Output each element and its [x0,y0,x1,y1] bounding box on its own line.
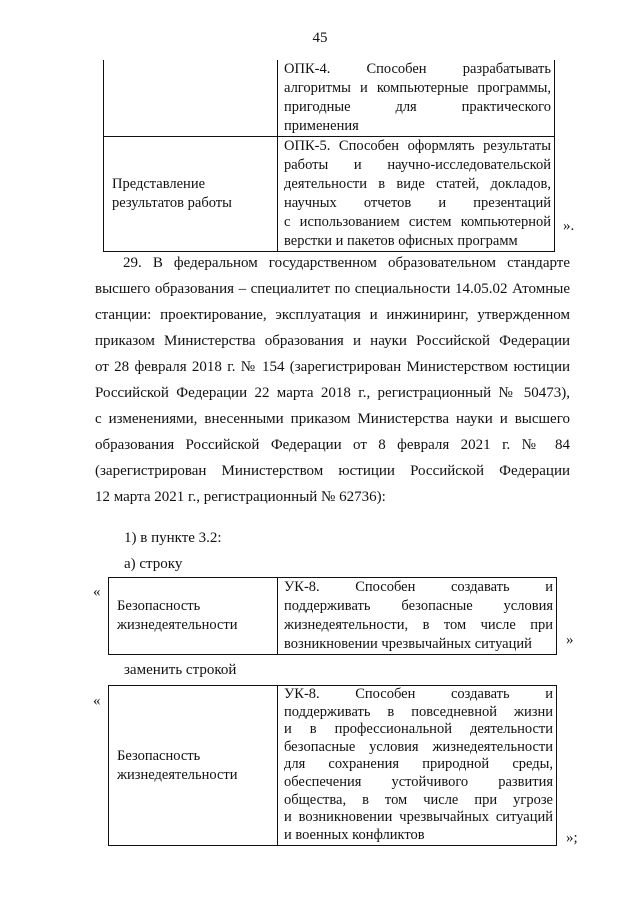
uk8-line: УК-8. Способен создавать и [284,686,553,702]
uk8-line: поддерживать в повседневной жизни [284,703,553,720]
table1-opk5-cell [278,137,555,252]
table3-uk8-cell [278,686,557,846]
uk8-text [278,578,556,654]
competency-table-2 [108,577,557,655]
table2-label-cell [109,578,278,655]
opk4-line: алгоритмы и компьютерные программы, [284,80,551,96]
uk8-line: возникновении чрезвычайных ситуаций [284,636,532,652]
uk8-line: и возникновении чрезвычайных ситуаций [284,809,553,826]
uk8-line: и в профессиональной деятельности [284,721,553,738]
uk8-line: общества, в том числе при угрозе [284,791,553,808]
opk5-line: с использованием систем компьютерной [284,214,551,230]
uk8-line: поддерживать безопасные условия [284,598,553,614]
replace-with: заменить строкой [124,662,237,678]
opk5-line: работы и научно-исследовательской [284,157,551,173]
para-line: от 28 февраля 2018 г. № 154 (зарегистрирован Министерством юстиции [95,359,570,375]
para-line: 29. В федеральном государственном образовательном стандарте [123,255,570,271]
opk5-line: верстки и пакетов офисных программ [284,233,518,249]
uk8-line: жизнедеятельности, в том числе при [284,617,553,633]
table1-empty-left-cell [104,60,278,137]
label-line: Безопасность [117,747,201,764]
opk5-line: деятельности в виде статей, докладов, [284,176,551,192]
item-1: 1) в пункте 3.2: [124,530,222,546]
competency-table-3 [108,685,557,846]
table3-label-cell [109,686,278,846]
opk5-line: ОПК-5. Способен оформлять результаты [284,138,551,154]
paragraph-29 [95,250,570,510]
uk8-line: обеспечения устойчивого развития [284,773,553,790]
opk4-line: применения [284,118,359,134]
table1-label-cell [104,137,278,252]
uk8-line: безопасные условия жизнедеятельности [284,738,553,755]
para-line: 12 марта 2021 г., регистрационный № 62736): [95,489,386,505]
competency-table-1 [103,60,555,252]
label-representation [104,175,277,213]
uk8-line: и военных конфликтов [284,826,425,843]
table1-close-quote: ». [563,218,575,234]
table2-open-quote: « [93,584,101,600]
para-line: Российской Федерации 22 марта 2018 г., регистрационный № 50473), [95,385,570,401]
para-line: высшего образования – специалитет по специальности 14.05.02 Атомные [95,281,570,297]
opk4-line: ОПК-4. Способен разрабатывать [284,61,551,77]
para-line: (зарегистрирован Министерством юстиции Российской Федерации [95,463,570,479]
opk5-line: научных отчетов и презентаций [284,195,551,211]
para-line: образования Российской Федерации от 8 февраля 2021 г. № 84 [95,437,570,453]
para-line: приказом Министерства образования и науки Российской Федерации [95,333,570,349]
label-line: результатов работы [112,195,232,211]
label-line: Представление [112,176,206,192]
label-life-safety [109,747,277,785]
opk4-text [278,60,554,136]
label-line: жизнедеятельности [117,617,238,633]
uk8-extended-text [278,686,556,844]
uk8-line: УК-8. Способен создавать и [284,579,553,595]
table3-open-quote: « [93,693,101,709]
table2-uk8-cell [278,578,557,655]
label-line: жизнедеятельности [117,766,238,783]
item-a: а) строку [124,556,183,572]
opk5-text [278,137,554,251]
label-life-safety [109,597,277,635]
table1-opk4-cell [278,60,555,137]
para-line: с изменениями, внесенными приказом Министерства науки и высшего [95,411,570,427]
label-line: Безопасность [117,598,201,614]
table3-close-quote: »; [566,830,578,846]
table2-close-quote: » [566,632,574,648]
uk8-line: для сохранения природной среды, [284,756,553,773]
para-line: станции: проектирование, эксплуатация и инжиниринг, утвержденном [95,307,570,323]
opk4-line: пригодные для практического [284,99,551,115]
page-number: 45 [312,30,328,46]
